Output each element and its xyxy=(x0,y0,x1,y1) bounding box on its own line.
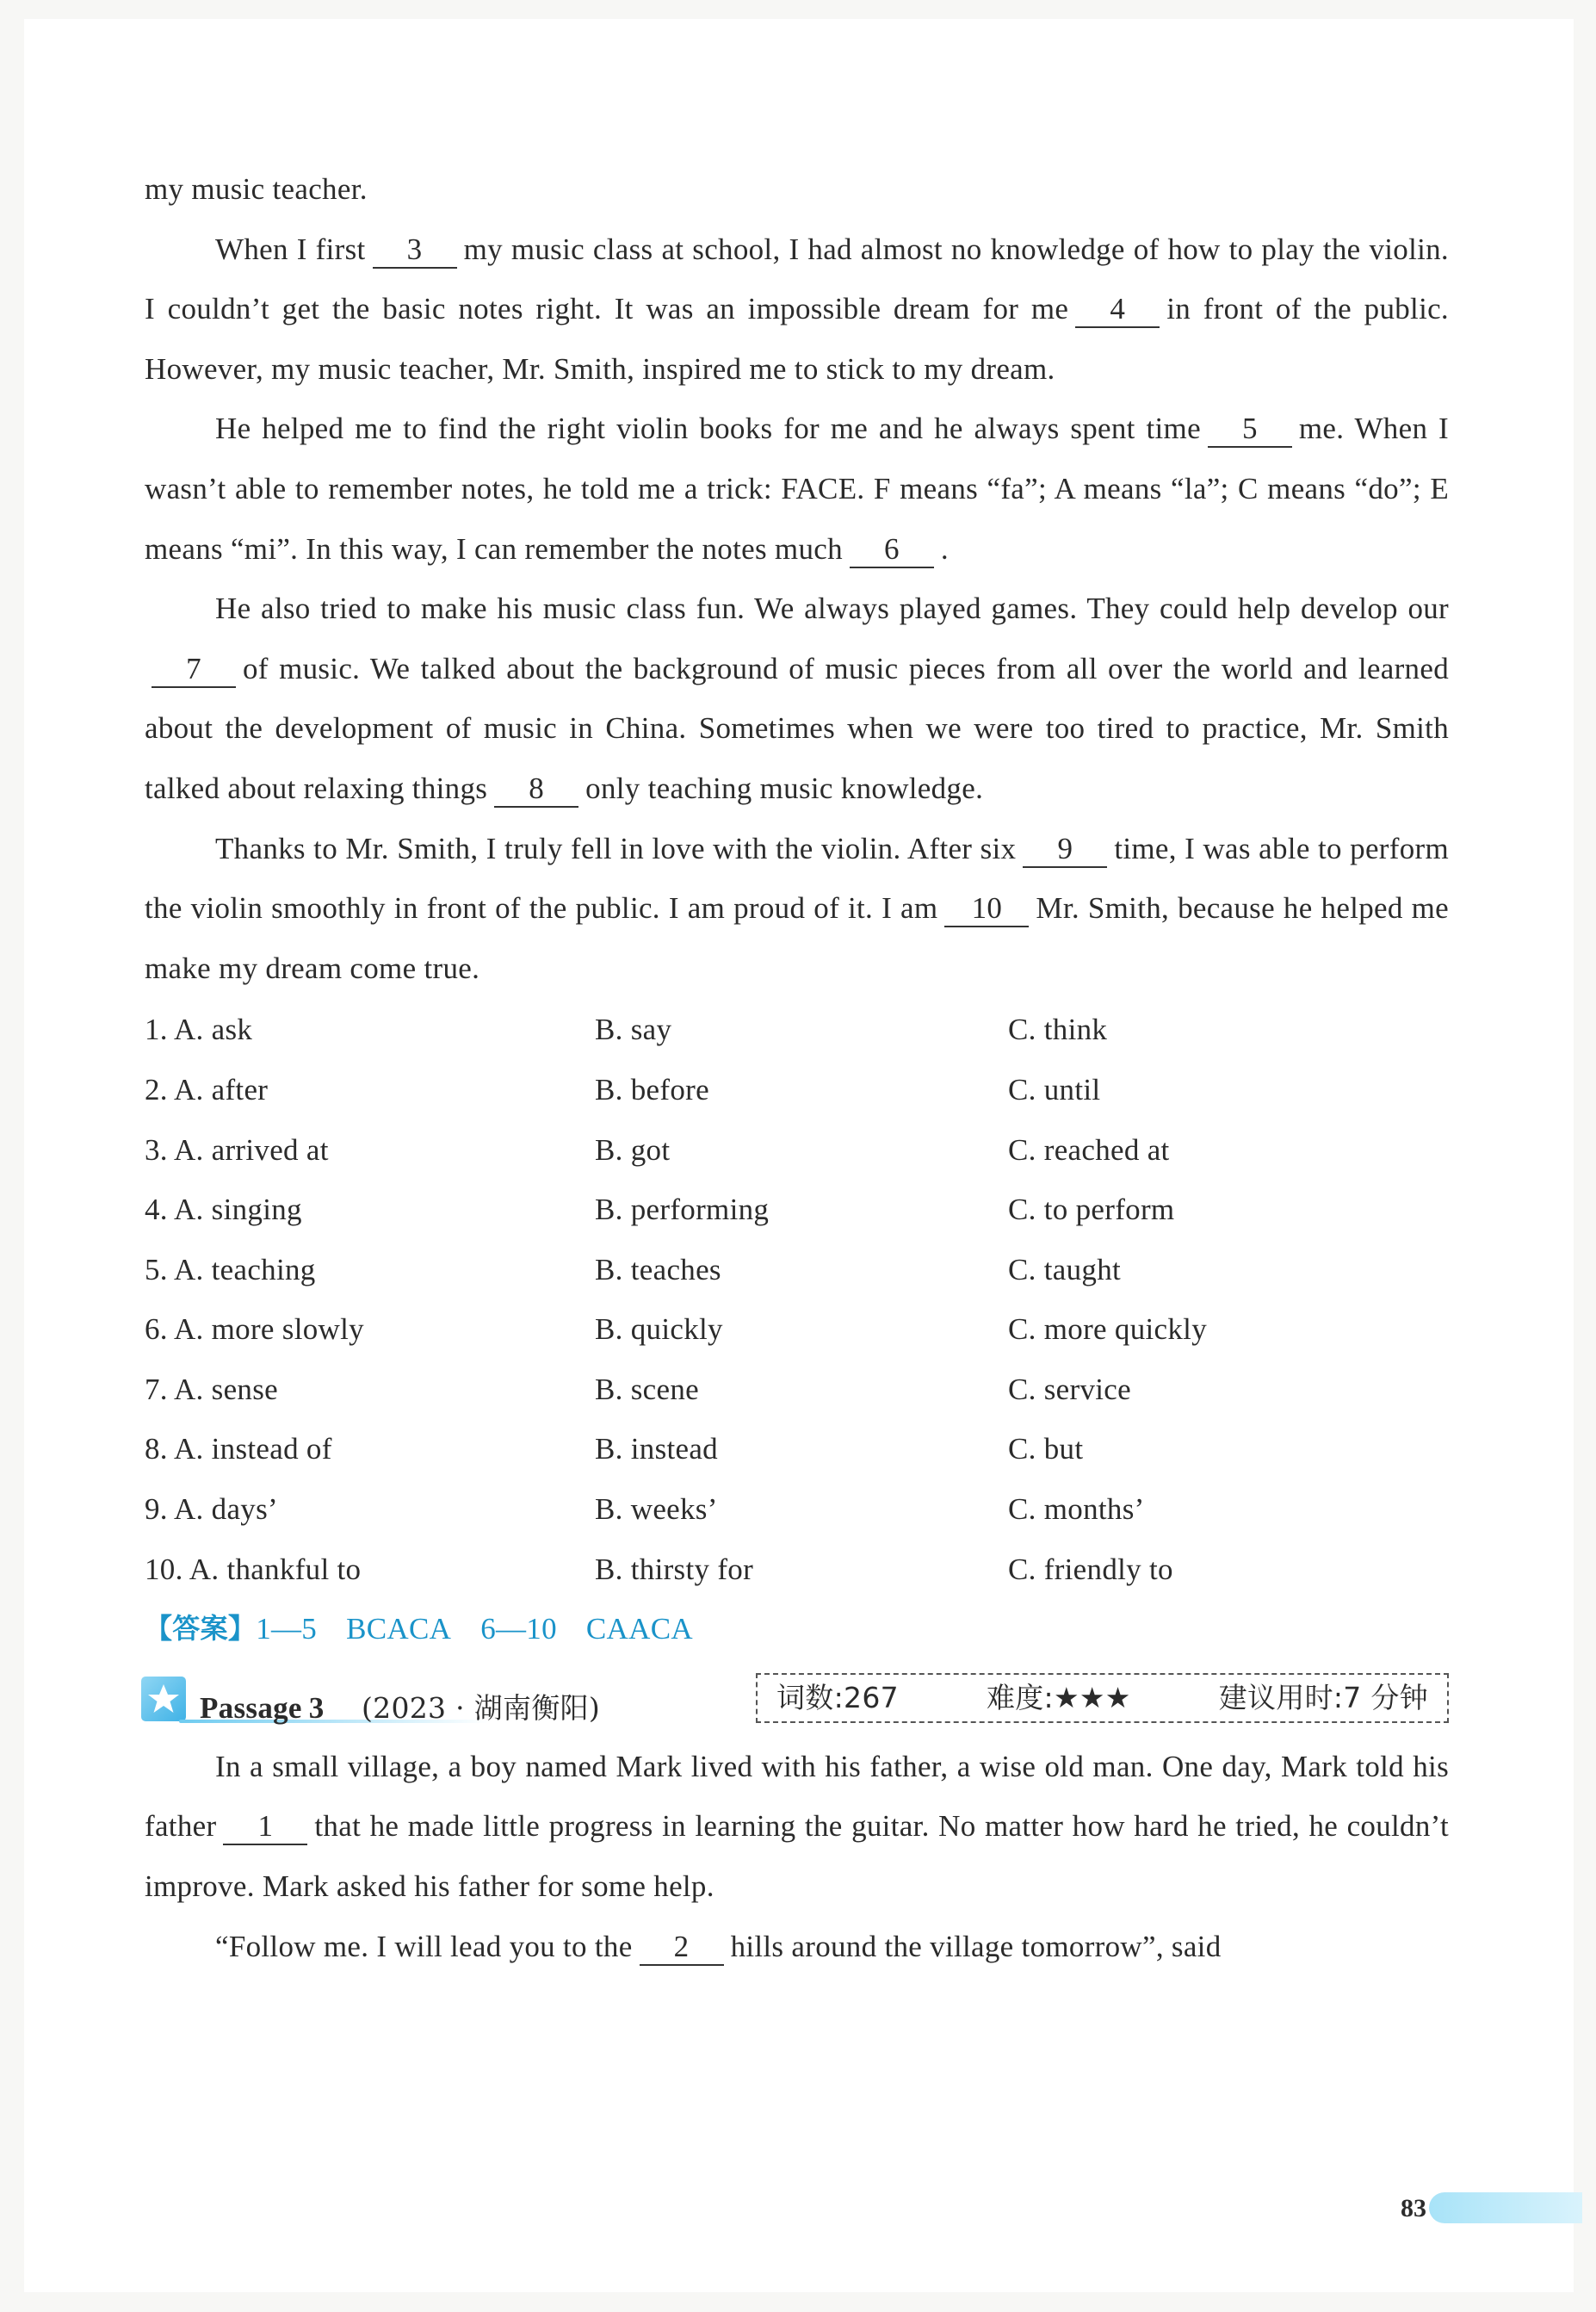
text-run: Mr. Smith, because he helped me make my dream come true. xyxy=(145,891,1449,985)
blank-number: 7 xyxy=(152,654,236,688)
paragraph xyxy=(145,579,1449,818)
paragraph xyxy=(145,399,1449,579)
option-choice: B. say xyxy=(595,1013,672,1047)
blank-number: 9 xyxy=(1023,834,1107,868)
option-row xyxy=(145,1299,1449,1360)
difficulty-stars: ★★★ xyxy=(1053,1681,1131,1715)
option-choice: 9. A. days’ xyxy=(145,1492,278,1527)
passage-source: (2023 · 湖南衡阳) xyxy=(362,1690,601,1725)
options-list xyxy=(145,1000,1449,1599)
answer-line xyxy=(145,1599,1449,1659)
option-choice: C. more quickly xyxy=(1008,1312,1207,1347)
passage-3-text xyxy=(145,1737,1449,1976)
option-row xyxy=(145,1000,1449,1060)
blank-number: 10 xyxy=(944,893,1029,927)
blank-number: 2 xyxy=(640,1931,724,1966)
option-choice: C. but xyxy=(1008,1432,1084,1466)
option-row xyxy=(145,1240,1449,1300)
passage-2-text xyxy=(145,159,1449,998)
option-row xyxy=(145,1180,1449,1240)
option-choice: B. quickly xyxy=(595,1312,723,1347)
word-count: 词数:267 xyxy=(776,1681,899,1715)
paragraph xyxy=(145,819,1449,999)
text-run: When I first xyxy=(215,232,366,266)
option-choice: B. instead xyxy=(595,1432,718,1466)
option-choice: B. scene xyxy=(595,1372,699,1406)
option-choice: 6. A. more slowly xyxy=(145,1312,364,1347)
passage-number: 3 xyxy=(308,1690,325,1725)
text-run: He helped me to find the right violin books for me and he always spent time xyxy=(215,412,1201,446)
option-choice: 4. A. singing xyxy=(145,1193,302,1227)
option-choice: C. months’ xyxy=(1008,1492,1145,1527)
text-run: hills around the village tomorrow”, said xyxy=(730,1929,1222,1963)
option-choice: B. thirsty for xyxy=(595,1552,754,1586)
page-number: 83 xyxy=(1401,2194,1426,2222)
answer-range-1: 1—5 xyxy=(256,1612,318,1646)
text-run: Thanks to Mr. Smith, I truly fell in love with the violin. After six xyxy=(215,831,1017,865)
blank-number: 3 xyxy=(373,234,457,269)
document-content xyxy=(145,159,1449,1976)
passage-3-header xyxy=(145,1668,1449,1737)
option-row xyxy=(145,1479,1449,1540)
blank-number: 5 xyxy=(1208,413,1292,448)
text-run: only teaching music knowledge. xyxy=(585,771,984,805)
option-choice: C. reached at xyxy=(1008,1132,1170,1167)
option-choice: B. before xyxy=(595,1072,709,1106)
text-run: my music teacher. xyxy=(145,172,368,206)
difficulty-label: 难度: xyxy=(986,1681,1054,1715)
paragraph xyxy=(145,1917,1449,1977)
option-row xyxy=(145,1419,1449,1479)
suggested-time: 建议用时:7 分钟 xyxy=(1218,1681,1428,1715)
paragraph xyxy=(145,159,1449,220)
page-tab-decoration xyxy=(1429,2192,1582,2223)
option-choice: C. friendly to xyxy=(1008,1552,1173,1586)
text-run: my music class at school, I had almost no knowledge of how to play the violin. I couldn’t get the basic notes right. It was an impossible dream for me xyxy=(145,232,1449,326)
passage-title xyxy=(200,1678,325,1739)
blank-number: 1 xyxy=(223,1811,307,1845)
option-choice: 1. A. ask xyxy=(145,1013,253,1047)
answer-key-1: BCACA xyxy=(346,1612,452,1646)
option-choice: 10. A. thankful to xyxy=(145,1552,362,1586)
option-choice: B. teaches xyxy=(595,1252,721,1286)
answer-tag: 【答案】 xyxy=(145,1612,257,1646)
option-choice: C. until xyxy=(1008,1072,1101,1106)
blank-number: 8 xyxy=(494,773,578,808)
passage-info-box xyxy=(756,1673,1449,1723)
option-row xyxy=(145,1120,1449,1181)
text-run: He also tried to make his music class fun. We always played games. They could help develop our xyxy=(215,592,1449,626)
option-choice: 5. A. teaching xyxy=(145,1252,316,1286)
option-choice: 2. A. after xyxy=(145,1072,269,1106)
text-run: that he made little progress in learning the guitar. No matter how hard he tried, he couldn’t improve. Mark asked his father for some help. xyxy=(145,1809,1449,1904)
option-choice: 7. A. sense xyxy=(145,1372,278,1406)
answer-key-2: CAACA xyxy=(585,1612,693,1646)
difficulty xyxy=(987,1668,1131,1728)
option-choice: C. to perform xyxy=(1008,1193,1175,1227)
text-run: time, I was able to perform the violin smoothly in front of the public. I am proud of it. I am xyxy=(145,831,1450,926)
option-choice: B. got xyxy=(595,1132,671,1167)
option-choice: 8. A. instead of xyxy=(145,1432,332,1466)
option-choice: C. service xyxy=(1008,1372,1131,1406)
text-run: of music. We talked about the background of music pieces from all over the world and learned about the development of music in China. Sometimes when we were too tired to practice, Mr. Smith talked about relaxing things xyxy=(145,651,1449,805)
text-run: in front of the public. However, my music teacher, Mr. Smith, inspired me to stick to my dream. xyxy=(145,292,1449,386)
answer-range-2: 6—10 xyxy=(480,1612,557,1646)
text-run: “Follow me. I will lead you to the xyxy=(215,1929,633,1963)
option-choice: 3. A. arrived at xyxy=(145,1132,329,1167)
text-run: In a small village, a boy named Mark lived with his father, a wise old man. One day, Mark told his father xyxy=(145,1749,1449,1844)
option-row xyxy=(145,1360,1449,1420)
option-row xyxy=(145,1060,1449,1120)
option-choice: C. think xyxy=(1008,1013,1108,1047)
blank-number: 4 xyxy=(1075,294,1160,328)
option-row xyxy=(145,1540,1449,1600)
blank-number: 6 xyxy=(850,534,934,568)
paragraph xyxy=(145,220,1449,400)
star-icon xyxy=(141,1677,186,1721)
option-choice: C. taught xyxy=(1008,1252,1122,1286)
text-run: me. When I wasn’t able to remember notes, he told me a trick: FACE. F means “fa”; A means “la”; C means “do”; E means “mi”. In this way, I can remember the notes much xyxy=(145,412,1449,566)
option-choice: B. performing xyxy=(595,1193,770,1227)
text-run: . xyxy=(940,531,949,566)
passage-title-text: Passage xyxy=(200,1690,302,1725)
option-choice: B. weeks’ xyxy=(595,1492,718,1527)
paragraph xyxy=(145,1737,1449,1917)
